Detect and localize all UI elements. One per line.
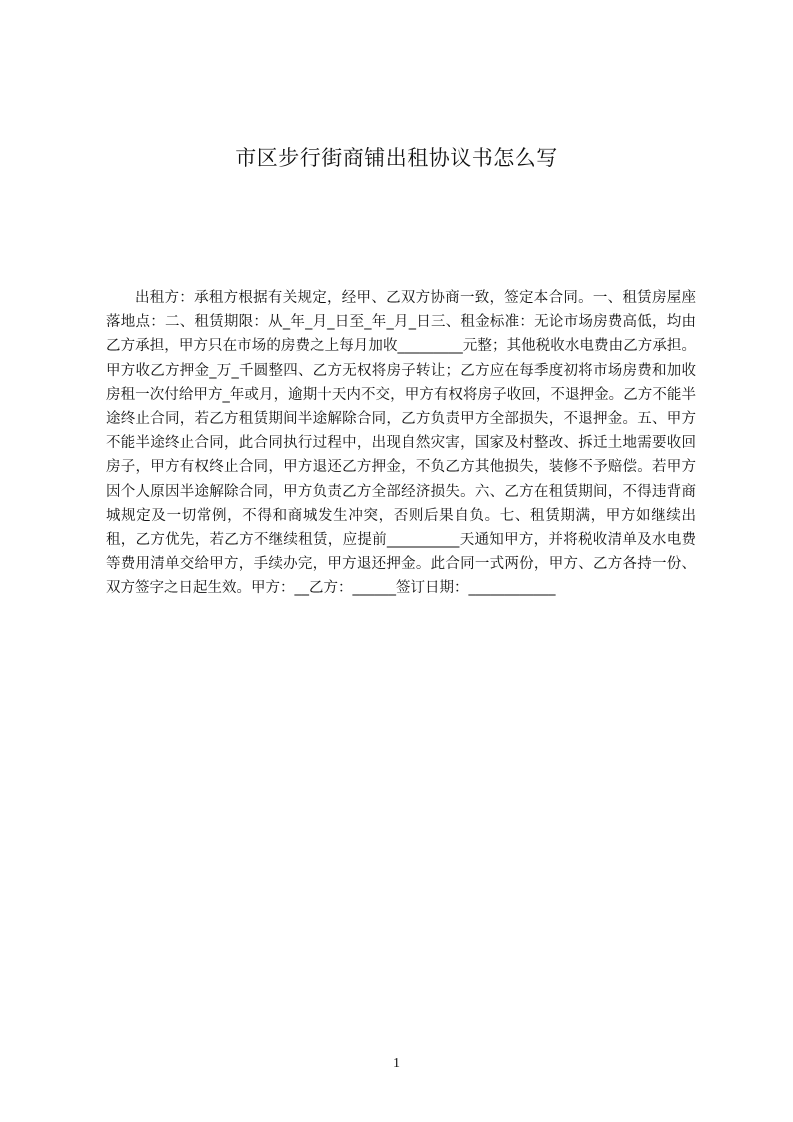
document-title: 市区步行街商铺出租协议书怎么写 — [235, 146, 558, 170]
contract-body-paragraph: 出租方：承租方根据有关规定，经甲、乙双方协商一致，签定本合同。一、租赁房屋座落地点：二、租赁期限：从_年_月_日至_年_月_日三、租金标准：无论市场房费高低，均由乙方承担，甲方只在市场的房费之上每月加收_________元整；其他税收水电费由乙方承担。甲方收乙方押金_万_千圆整四、乙方无权将房子转让；乙方应在每季度初将市场房费和加收房租一次付给甲方_年或月，逾期十天内不交，甲方有权将房子收回，不退押金。乙方不能半途终止合同，若乙方租赁期间半途解除合同，乙方负责甲方全部损失，不退押金。五、甲方不能半途终止合同，此合同执行过程中，出现自然灾害，国家及村整改、拆迁土地需要收回房子，甲方有权终止合同，甲方退还乙方押金，不负乙方其他损失，装修不予赔偿。若甲方因个人原因半途解除合同，甲方负责乙方全部经济损失。六、乙方在租赁期间，不得违背商城规定及一切常例，不得和商城发生冲突，否则后果自负。七、租赁期满，甲方如继续出租，乙方优先，若乙方不继续租赁，应提前__________天通知甲方，并将税收清单及水电费等费用清单交给甲方，手续办完，甲方退还押金。此合同一式两份，甲方、乙方各持一份、双方签字之日起生效。甲方：__乙方：______签订日期：____________ — [106, 290, 696, 597]
page-number: 1 — [393, 1056, 400, 1071]
